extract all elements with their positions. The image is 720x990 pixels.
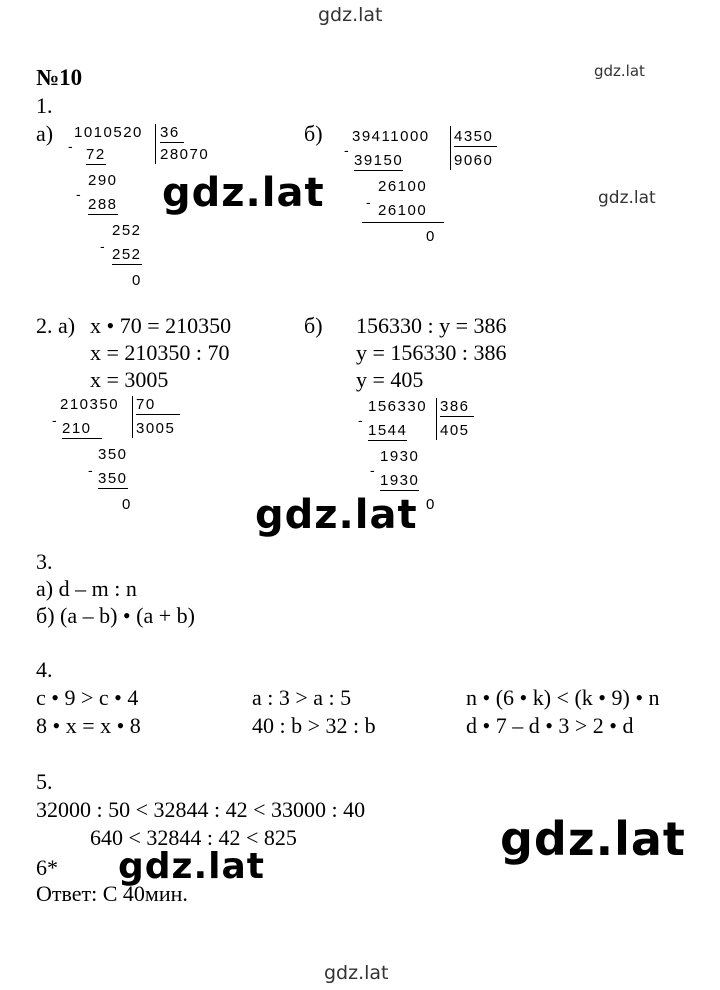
watermark-large-3: gdz.lat [500, 812, 686, 866]
divisor: 386 [440, 398, 474, 417]
task2-b-line: y = 405 [356, 367, 424, 392]
division-step: 0 [122, 496, 132, 513]
task1-label: 1. [36, 93, 53, 118]
divisor: 70 [136, 396, 180, 415]
division-step: 252 [112, 222, 142, 239]
task5-label: 5. [36, 769, 53, 794]
task4-expression: 40 : b > 32 : b [252, 713, 376, 738]
quotient: 3005 [136, 420, 176, 437]
division-step: 0 [426, 496, 436, 513]
division-step: 0 [132, 272, 142, 289]
division-step: 26100 [378, 202, 428, 219]
task3-label: 3. [36, 549, 53, 574]
watermark-large-1: gdz.lat [162, 170, 325, 216]
dividend: 39411000 [352, 128, 430, 145]
task2-b-line: 156330 : y = 386 [356, 313, 507, 338]
division-step: 350 [98, 470, 128, 487]
task6-answer: Ответ: С 40мин. [36, 881, 188, 906]
dividend: 1010520 [74, 124, 143, 141]
task2-b-line: y = 156330 : 386 [356, 340, 507, 365]
task5-line1: 32000 : 50 < 32844 : 42 < 33000 : 40 [36, 797, 366, 822]
task4-label: 4. [36, 657, 53, 682]
division-step: 252 [112, 246, 142, 263]
task4-expression: a : 3 > a : 5 [252, 685, 352, 710]
task1-a-label: а) [36, 121, 54, 146]
task1-b-label: б) [304, 121, 323, 146]
watermark-large-2: gdz.lat [255, 492, 418, 538]
task2-a-line: x = 210350 : 70 [90, 340, 230, 365]
task6-label: 6* [36, 855, 58, 880]
dividend: 156330 [368, 398, 428, 415]
task4-expression: n • (6 • k) < (k • 9) • n [466, 685, 660, 710]
task5-line2: 640 < 32844 : 42 < 825 [90, 825, 297, 850]
division-step: 290 [88, 172, 118, 189]
division-step: 350 [98, 446, 128, 463]
watermark-bottom: gdz.lat [324, 962, 389, 984]
quotient: 405 [440, 422, 470, 439]
watermark-corner: gdz.lat [594, 62, 645, 80]
division-step: 0 [426, 228, 436, 245]
division-step: 1930 [380, 448, 420, 465]
division-step: 39150 [354, 152, 404, 169]
task2-a-line: x • 70 = 210350 [90, 313, 232, 338]
divisor: 36 [160, 124, 184, 143]
task3-b: б) (a – b) • (a + b) [36, 603, 195, 628]
watermark-top: gdz.lat [318, 4, 383, 26]
task4-expression: c • 9 > c • 4 [36, 685, 139, 710]
division-step: 1930 [380, 472, 420, 489]
task2-a-line: x = 3005 [90, 367, 169, 392]
task3-a: а) d – m : n [36, 576, 137, 601]
quotient: 9060 [454, 152, 494, 169]
division-step: 210 [62, 420, 102, 439]
watermark-right: gdz.lat [598, 188, 656, 208]
divisor: 4350 [454, 128, 497, 147]
task4-expression: d • 7 – d • 3 > 2 • d [466, 713, 634, 738]
task2-b-label: б) [304, 313, 323, 338]
division-step: 288 [88, 196, 118, 213]
problem-number: №10 [36, 65, 83, 90]
task4-expression: 8 • x = x • 8 [36, 713, 141, 738]
watermark-large-4: gdz.lat [118, 846, 266, 887]
task2-label: 2. а) [36, 313, 76, 338]
dividend: 210350 [60, 396, 120, 413]
division-step: 26100 [378, 178, 428, 195]
division-step: 72 [86, 146, 106, 163]
division-step: 1544 [368, 422, 408, 439]
quotient: 28070 [160, 146, 210, 163]
